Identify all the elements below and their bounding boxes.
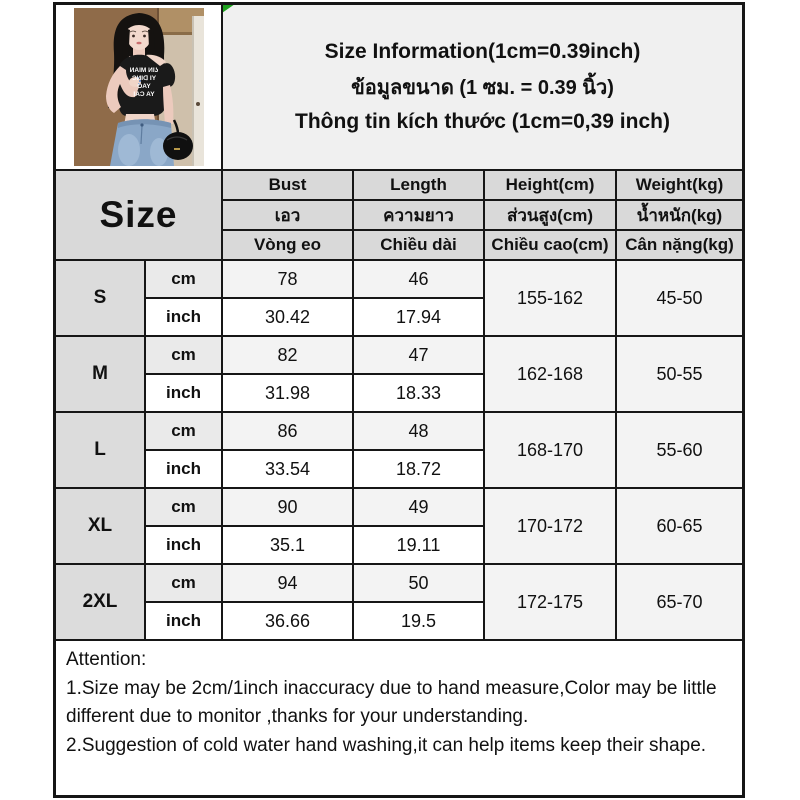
unit-label-cm: cm <box>145 336 222 374</box>
cell-2xl-bust-inch: 36.66 <box>222 602 353 640</box>
attention-note-2: 2.Suggestion of cold water hand washing,it can help items keep their shape. <box>66 734 707 756</box>
title-thai: ข้อมูลขนาด (1 ซม. = 0.39 นิ้ว) <box>351 77 614 99</box>
unit-label-inch: inch <box>145 374 222 412</box>
cell-s-height: 155-162 <box>484 260 616 336</box>
unit-label-inch: inch <box>145 526 222 564</box>
cell-m-bust-inch: 31.98 <box>222 374 353 412</box>
cell-l-height: 168-170 <box>484 412 616 488</box>
cell-m-length-inch: 18.33 <box>353 374 484 412</box>
row-size-xl: XL <box>55 488 145 564</box>
shirt-print-line: OAY <box>136 83 151 90</box>
cell-xl-bust-cm: 90 <box>222 488 353 526</box>
cell-m-weight: 50-55 <box>616 336 743 412</box>
col-header-height-vi: Chiều cao(cm) <box>484 230 616 260</box>
cell-l-length-cm: 48 <box>353 412 484 450</box>
cell-2xl-length-inch: 19.5 <box>353 602 484 640</box>
unit-label-cm: cm <box>145 412 222 450</box>
cell-m-height: 162-168 <box>484 336 616 412</box>
unit-label-cm: cm <box>145 564 222 602</box>
col-header-length-en: Length <box>353 170 484 200</box>
unit-label-inch: inch <box>145 602 222 640</box>
cell-l-weight: 55-60 <box>616 412 743 488</box>
col-header-length-vi: Chiều dài <box>353 230 484 260</box>
cell-m-length-cm: 47 <box>353 336 484 374</box>
cell-xl-length-cm: 49 <box>353 488 484 526</box>
corner-marker-icon <box>222 4 235 13</box>
cell-xl-height: 170-172 <box>484 488 616 564</box>
cell-2xl-length-cm: 50 <box>353 564 484 602</box>
product-photo-cell <box>55 4 222 170</box>
title-english: Size Information(1cm=0.39inch) <box>324 40 641 63</box>
attention-notes <box>55 640 743 796</box>
cell-l-length-inch: 18.72 <box>353 450 484 488</box>
cell-s-length-inch: 17.94 <box>353 298 484 336</box>
cell-m-bust-cm: 82 <box>222 336 353 374</box>
shirt-print-line: ƆИIᗡ IY <box>131 75 156 82</box>
col-header-length-th: ความยาว <box>353 200 484 230</box>
col-header-height-en: Height(cm) <box>484 170 616 200</box>
cell-2xl-weight: 65-70 <box>616 564 743 640</box>
cell-l-bust-inch: 33.54 <box>222 450 353 488</box>
attention-title: Attention: <box>66 649 147 670</box>
col-header-weight-th: น้ำหนัก(kg) <box>616 200 743 230</box>
title-box <box>222 4 743 170</box>
unit-label-inch: inch <box>145 298 222 336</box>
product-photo <box>73 8 205 166</box>
size-chart-table <box>53 2 745 798</box>
row-size-l: L <box>55 412 145 488</box>
shirt-print-line: ИAIM ИIʖ <box>129 67 158 74</box>
row-size-s: S <box>55 260 145 336</box>
col-header-weight-vi: Cân nặng(kg) <box>616 230 743 260</box>
cell-s-bust-inch: 30.42 <box>222 298 353 336</box>
cell-xl-length-inch: 19.11 <box>353 526 484 564</box>
cell-2xl-bust-cm: 94 <box>222 564 353 602</box>
cell-2xl-height: 172-175 <box>484 564 616 640</box>
cell-xl-bust-inch: 35.1 <box>222 526 353 564</box>
title-vietnamese: Thông tin kích thước (1cm=0,39 inch) <box>295 110 670 133</box>
row-size-m: M <box>55 336 145 412</box>
attention-note-1: 1.Size may be 2cm/1inch inaccuracy due to hand measure,Color may be little different due to monitor ,thanks for your understanding. <box>66 677 717 727</box>
cell-s-length-cm: 46 <box>353 260 484 298</box>
row-size-2xl: 2XL <box>55 564 145 640</box>
cell-s-weight: 45-50 <box>616 260 743 336</box>
col-header-bust-en: Bust <box>222 170 353 200</box>
col-header-weight-en: Weight(kg) <box>616 170 743 200</box>
shirt-print-line: IAƆ AY <box>132 91 155 98</box>
cell-s-bust-cm: 78 <box>222 260 353 298</box>
unit-label-inch: inch <box>145 450 222 488</box>
size-header-cell: Size <box>55 170 222 260</box>
cell-l-bust-cm: 86 <box>222 412 353 450</box>
col-header-bust-th: เอว <box>222 200 353 230</box>
unit-label-cm: cm <box>145 488 222 526</box>
col-header-bust-vi: Vòng eo <box>222 230 353 260</box>
col-header-height-th: ส่วนสูง(cm) <box>484 200 616 230</box>
cell-xl-weight: 60-65 <box>616 488 743 564</box>
unit-label-cm: cm <box>145 260 222 298</box>
